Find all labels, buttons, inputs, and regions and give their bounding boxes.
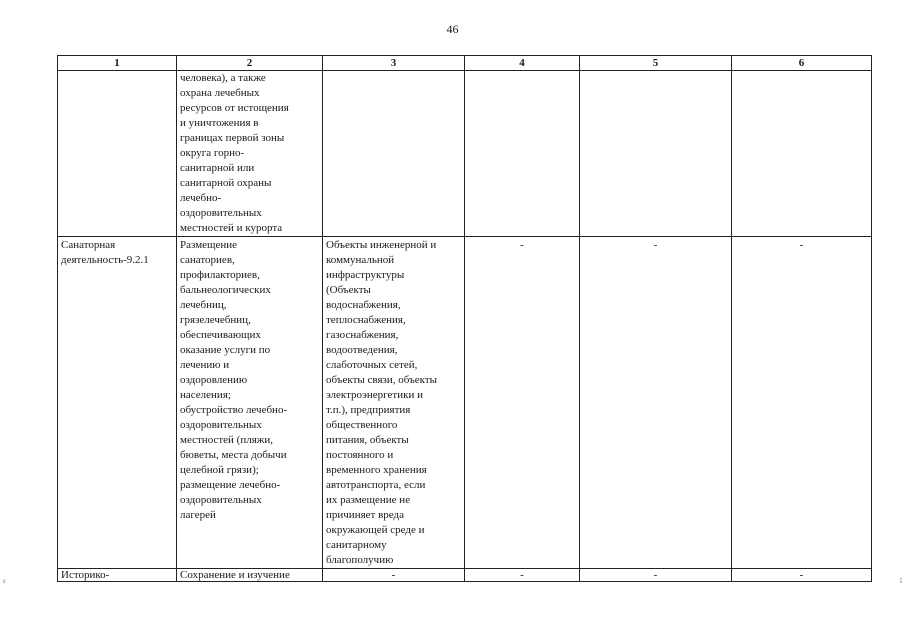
table-cell bbox=[732, 569, 872, 582]
column-header-6: 6 bbox=[732, 56, 872, 71]
cell-text: Объекты инженерной и коммунальной инфраструктуры (Объекты водоснабжения, теплоснабжения, газоснабжения, водоотведения, слаботочных сетей, объекты связи, объекты электроэнергетики и т.п.), предприятия общественного питания, объекты постоянного и временного хранения автотранспорта, если их размещение не причиняет вреда окружающей среде и санитарному благополучию bbox=[326, 239, 438, 566]
zoning-table bbox=[57, 55, 872, 582]
table-cell bbox=[323, 71, 465, 237]
table-cell bbox=[732, 237, 872, 569]
cell-text: Сохранение и изучение bbox=[180, 569, 290, 581]
table-cell bbox=[732, 71, 872, 237]
table-cell bbox=[177, 71, 323, 237]
column-header-2: 2 bbox=[177, 56, 323, 71]
table-row bbox=[58, 71, 872, 237]
table-row bbox=[58, 237, 872, 569]
column-header-1: 1 bbox=[58, 56, 177, 71]
table-cell bbox=[465, 569, 580, 582]
cell-text: Санаторная деятельность-9.2.1 bbox=[61, 239, 149, 266]
table-cell bbox=[58, 237, 177, 569]
table-cell bbox=[177, 569, 323, 582]
cell-text: человека), а также охрана лечебных ресурсов от истощения и уничтожения в границах первой зоны округа горно- санитарной или санитарной охраны лечебно- оздоровительных местностей и курорта bbox=[180, 72, 289, 234]
table-cell bbox=[580, 71, 732, 237]
table-cell bbox=[465, 71, 580, 237]
cell-text: - bbox=[653, 569, 658, 581]
cell-text: - bbox=[653, 239, 658, 251]
cell-text: - bbox=[391, 569, 396, 581]
table-cell bbox=[323, 237, 465, 569]
table-cell bbox=[580, 237, 732, 569]
table-header-row bbox=[58, 56, 872, 71]
cell-text: - bbox=[520, 569, 524, 581]
table-cell bbox=[323, 569, 465, 582]
table-cell bbox=[177, 237, 323, 569]
column-header-3: 3 bbox=[323, 56, 465, 71]
cell-text: - bbox=[799, 239, 804, 251]
table-cell bbox=[580, 569, 732, 582]
table-row bbox=[58, 569, 872, 582]
left-margin-mark: ɛ bbox=[3, 577, 6, 585]
column-header-5: 5 bbox=[580, 56, 732, 71]
table-cell bbox=[465, 237, 580, 569]
page-number: 46 bbox=[446, 22, 459, 36]
cell-text: - bbox=[799, 569, 804, 581]
right-margin-mark: ī bbox=[900, 577, 902, 585]
cell-text: - bbox=[520, 239, 524, 251]
table-cell bbox=[58, 569, 177, 582]
table-cell bbox=[58, 71, 177, 237]
column-header-4: 4 bbox=[465, 56, 580, 71]
cell-text: Историко- bbox=[61, 569, 110, 581]
cell-text: Размещение санаториев, профилакториев, бальнеологических лечебниц, грязелечебниц, обеспечивающих оказание услуги по лечению и оздоровлению населения; обустройство лечебно- оздоровительных местностей (пляжи, бюветы, места добычи целебной грязи); размещение лечебно- оздоровительных лагерей bbox=[180, 239, 288, 521]
